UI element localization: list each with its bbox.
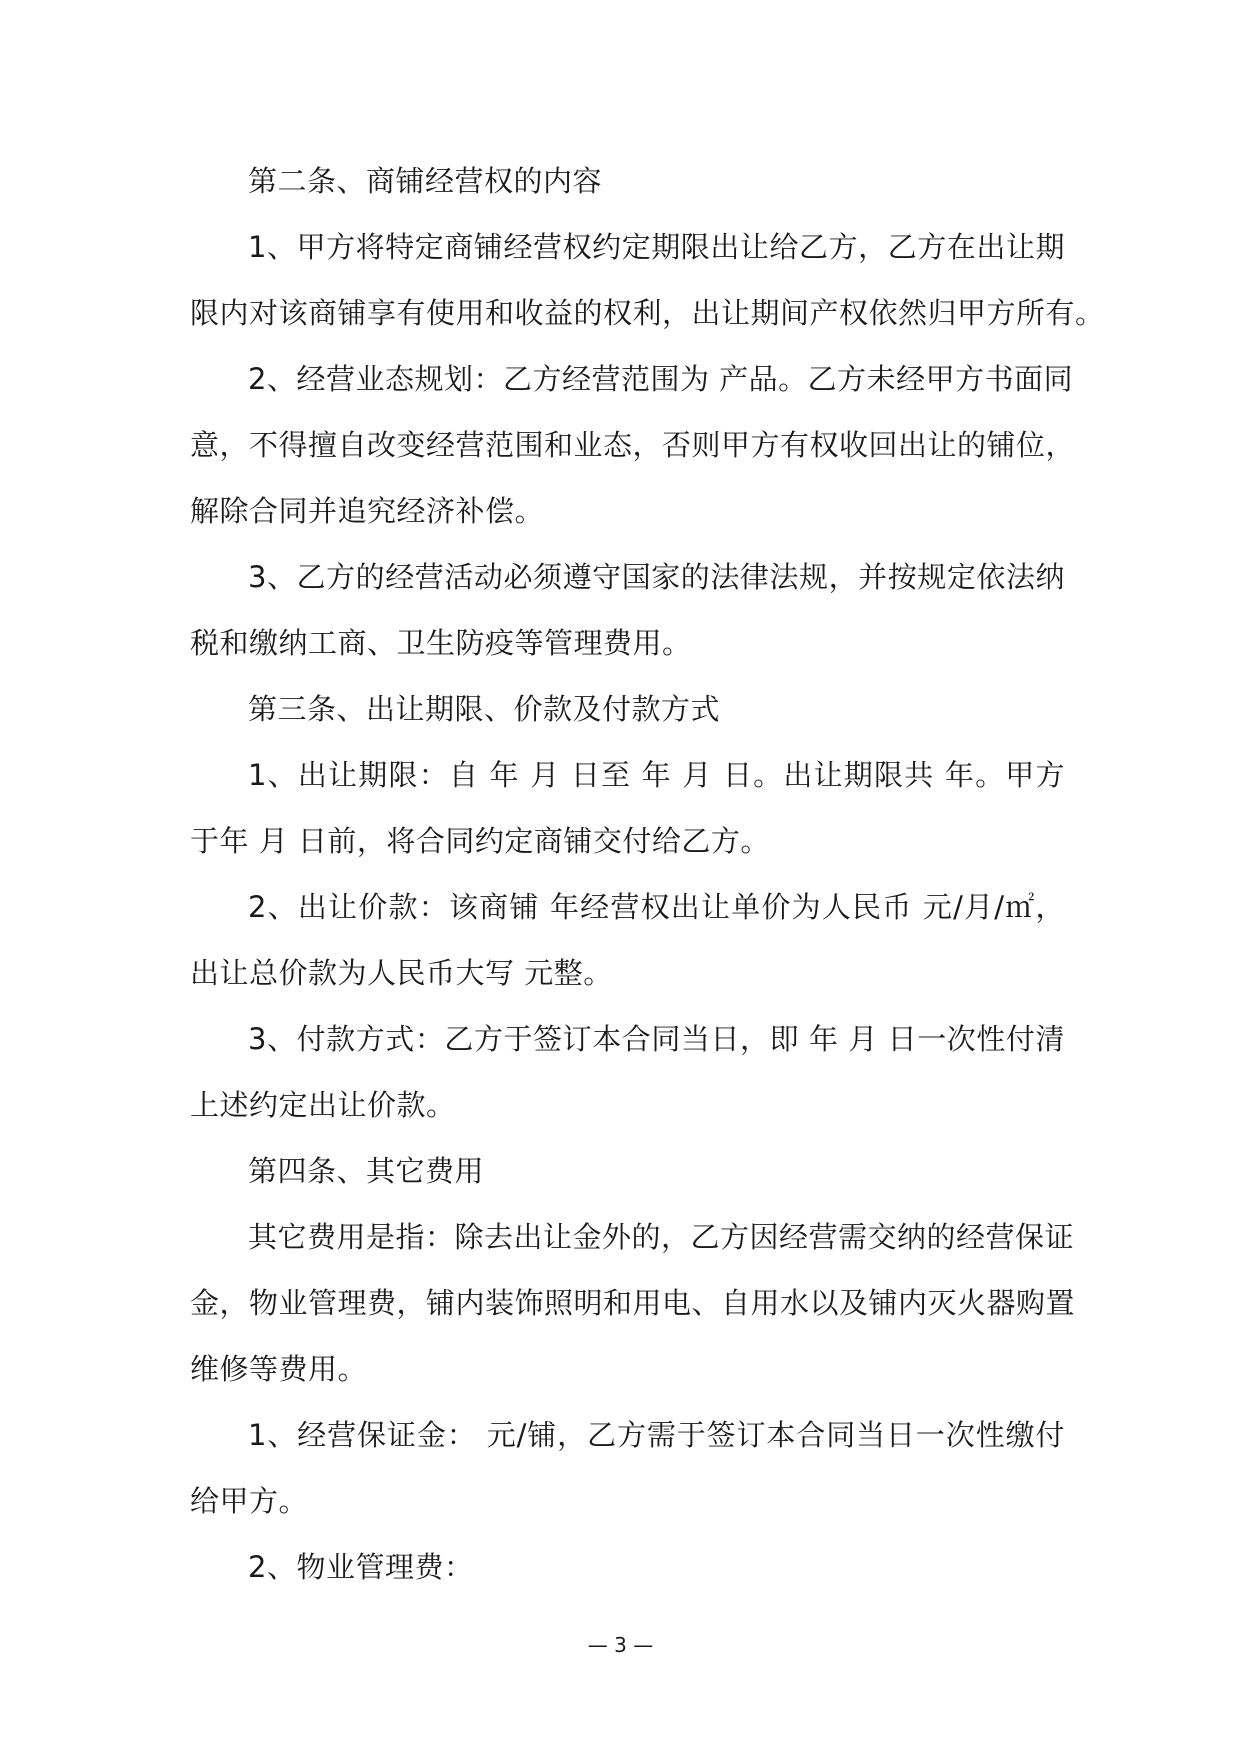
paragraph-line: 意，不得擅自改变经营范围和业态，否则甲方有权收回出让的铺位， — [190, 428, 1076, 462]
paragraph-line: 其它费用是指：除去出让金外的，乙方因经营需交纳的经营保证 — [248, 1220, 1075, 1254]
paragraph-line: 上述约定出让价款。 — [190, 1088, 456, 1122]
paragraph-line: 2、经营业态规划：乙方经营范围为 产品。乙方未经甲方书面同 — [248, 362, 1074, 396]
paragraph-line: 税和缴纳工商、卫生防疫等管理费用。 — [190, 626, 692, 660]
paragraph-line: 解除合同并追究经济补偿。 — [190, 494, 545, 528]
paragraph-line: 限内对该商铺享有使用和收益的权利，出让期间产权依然归甲方所有。 — [190, 296, 1105, 330]
paragraph-line: 出让总价款为人民币大写 元整。 — [190, 956, 613, 990]
section-heading-3: 第三条、出让期限、价款及付款方式 — [248, 692, 721, 726]
paragraph-line: 给甲方。 — [190, 1484, 309, 1518]
paragraph-line: 3、付款方式：乙方于签订本合同当日，即 年 月 日一次性付清 — [248, 1022, 1065, 1056]
paragraph-line: 1、甲方将特定商铺经营权约定期限出让给乙方，乙方在出让期 — [248, 230, 1065, 264]
section-heading-4: 第四条、其它费用 — [248, 1154, 485, 1188]
paragraph-line: 金，物业管理费，铺内装饰照明和用电、自用水以及铺内灭火器购置 — [190, 1286, 1076, 1320]
paragraph-line: 3、乙方的经营活动必须遵守国家的法律法规，并按规定依法纳 — [248, 560, 1065, 594]
paragraph-line: 2、出让价款：该商铺 年经营权出让单价为人民币 元/月/㎡， — [248, 890, 1065, 924]
section-heading-2: 第二条、商铺经营权的内容 — [248, 164, 603, 198]
page-number: — 3 — — [587, 1633, 654, 1657]
paragraph-line: 2、物业管理费： — [248, 1550, 474, 1584]
paragraph-line: 1、经营保证金： 元/铺，乙方需于签订本合同当日一次性缴付 — [248, 1418, 1065, 1452]
paragraph-line: 维修等费用。 — [190, 1352, 368, 1386]
document-body — [190, 160, 1105, 1612]
paragraph-line: 于年 月 日前，将合同约定商铺交付给乙方。 — [190, 824, 770, 858]
paragraph-line: 1、出让期限：自 年 月 日至 年 月 日。出让期限共 年。甲方 — [248, 758, 1065, 792]
